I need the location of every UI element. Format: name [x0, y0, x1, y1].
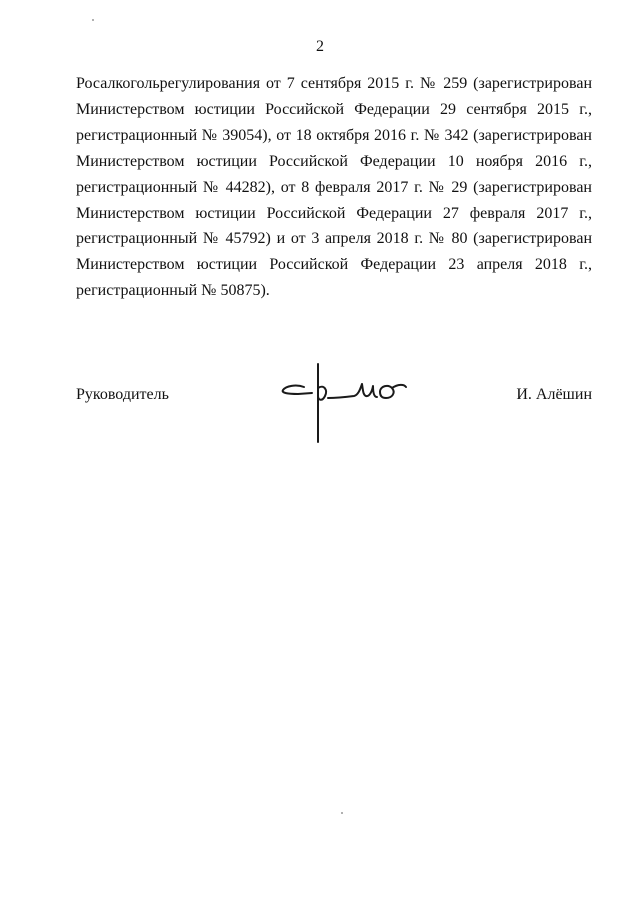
text-line: Министерством юстиции Российской Федерации 10 ноября 2016 г., — [76, 152, 592, 170]
page-number: 2 — [316, 38, 324, 55]
signatory-title: Руководитель — [76, 386, 169, 403]
text-line: Росалкогольрегулирования от 7 сентября 2015 г. № 259 (зарегистрирован — [76, 75, 592, 92]
text-line: регистрационный № 45792) и от 3 апреля 2018 г. № 80 (зарегистрирован — [76, 230, 592, 248]
text-line: Министерством юстиции Российской Федерации 23 апреля 2018 г., — [76, 256, 592, 274]
handwritten-signature — [276, 362, 416, 446]
body-paragraph — [76, 71, 592, 304]
signatory-name: И. Алёшин — [516, 386, 592, 403]
scan-speck — [92, 19, 94, 21]
text-line: Министерством юстиции Российской Федерации 29 сентября 2015 г., — [76, 100, 592, 118]
text-line: регистрационный № 44282), от 8 февраля 2017 г. № 29 (зарегистрирован — [76, 178, 592, 196]
text-line: регистрационный № 39054), от 18 октября 2016 г. № 342 (зарегистрирован — [76, 126, 592, 144]
text-line: Министерством юстиции Российской Федерации 27 февраля 2017 г., — [76, 204, 592, 222]
scan-speck — [341, 812, 343, 814]
text-line: регистрационный № 50875). — [76, 282, 270, 300]
